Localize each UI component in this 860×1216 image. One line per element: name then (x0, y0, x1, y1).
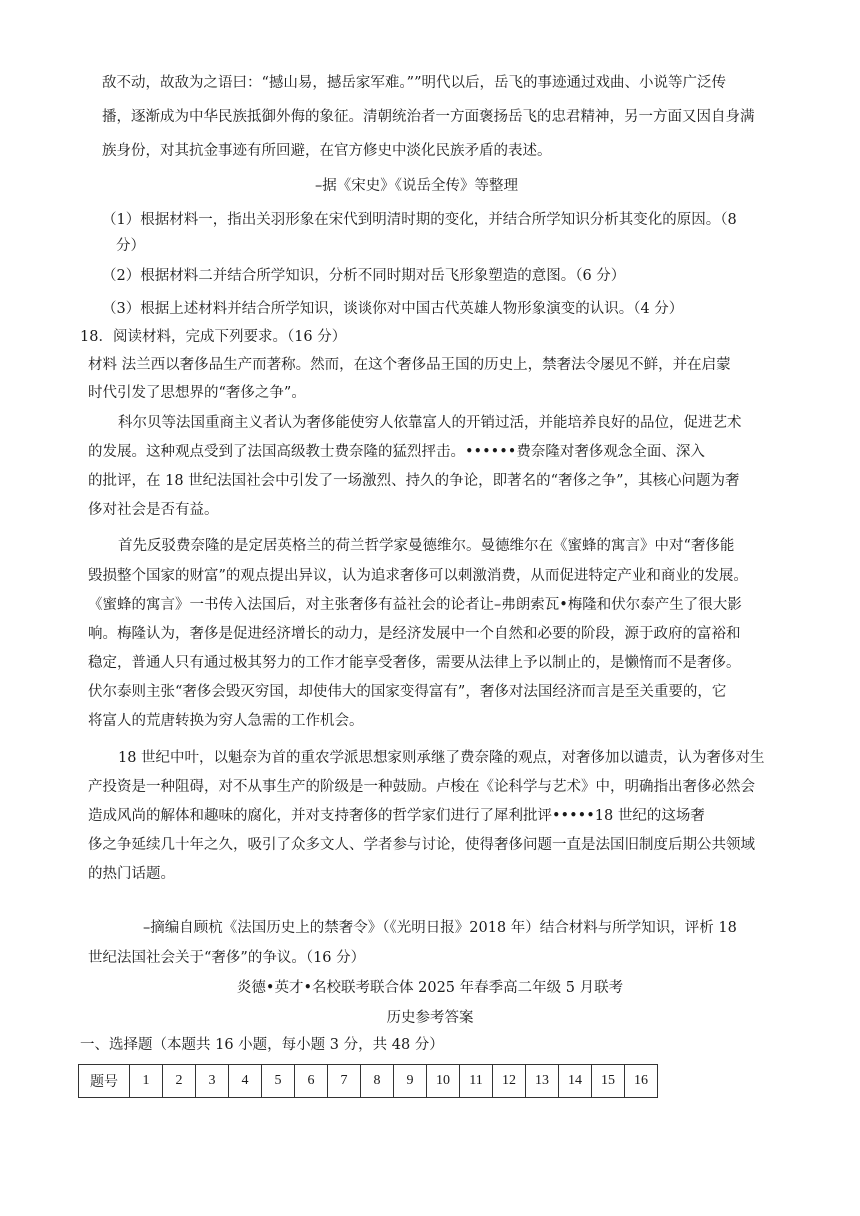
q18-para3-line-6: 伏尔泰则主张“奢侈会毁灭穷国，却使伟大的国家变得富有”，奢侈对法国经济而言是至关重要的，它 (88, 684, 727, 700)
q18-para2-line-4: 侈对社会是否有益。 (88, 502, 219, 518)
section-heading: 一、选择题（本题共 16 小题，每小题 3 分，共 48 分） (80, 1037, 444, 1053)
q18-para2-line-2: 的发展。这种观点受到了法国高级教士费奈隆的猛烈抨击。••••••费奈隆对奢侈观念全面、深入 (88, 444, 705, 460)
q18-para1-line-2: 时代引发了思想界的“奢侈之争”。 (88, 385, 306, 401)
q18-source-line-2: 世纪法国社会关于“奢侈”的争议。（16 分） (88, 950, 366, 966)
q17-item-2: （2）根据材料二并结合所学知识，分析不同时期对岳飞形象塑造的意图。（6 分） (102, 268, 626, 284)
q18-para3-line-5: 稳定，普通人只有通过极其努力的工作才能享受奢侈，需要从法律上予以制止的，是懒惰而不是奢侈。 (88, 655, 741, 671)
answer-table-cell: 6 (295, 1065, 328, 1098)
q18-para3-line-3: 《蜜蜂的寓言》一书传入法国后，对主张奢侈有益社会的论者让–弗朗索瓦•梅隆和伏尔泰产生了很大影 (88, 597, 742, 613)
answer-table-cell: 12 (493, 1065, 526, 1098)
answer-table (78, 1064, 658, 1098)
material2-line-2: 播，逐渐成为中华民族抵御外侮的象征。清朝统治者一方面褒扬岳飞的忠君精神，另一方面又因自身满 (102, 109, 755, 125)
q18-para3-line-1: 首先反驳费奈隆的是定居英格兰的荷兰哲学家曼德维尔。曼德维尔在《蜜蜂的寓言》中对“奢侈能 (118, 538, 735, 554)
q18-para4-line-4: 侈之争延续几十年之久，吸引了众多文人、学者参与讨论，使得奢侈问题一直是法国旧制度后期公共领域 (88, 837, 755, 853)
q18-source-line-1: –摘编自顾杭《法国历史上的禁奢令》（《光明日报》2018 年）结合材料与所学知识，评析 18 (143, 920, 737, 936)
answer-table-row (79, 1065, 658, 1098)
answer-table-cell: 2 (163, 1065, 196, 1098)
answer-table-cell: 7 (328, 1065, 361, 1098)
q18-para3-line-4: 响。梅隆认为，奢侈是促进经济增长的动力，是经济发展中一个自然和必要的阶段，源于政府的富裕和 (88, 626, 741, 642)
answer-table-cell: 1 (130, 1065, 163, 1098)
q17-item-1: （1）根据材料一，指出关羽形象在宋代到明清时期的变化，并结合所学知识分析其变化的原因。（8 (102, 212, 737, 228)
material2-line-1: 敌不动，故敌为之语曰：“撼山易，撼岳家军难。””明代以后，岳飞的事迹通过戏曲、小说等广泛传 (102, 75, 726, 91)
answer-table-cell: 10 (427, 1065, 460, 1098)
q18-heading: 18．阅读材料，完成下列要求。（16 分） (80, 329, 347, 345)
exam-title: 炎德•英才•名校联考联合体 2025 年春季高二年级 5 月联考 (236, 980, 624, 996)
q18-para4-line-1: 18 世纪中叶，以魁奈为首的重农学派思想家则承继了费奈隆的观点，对奢侈加以谴责，认为奢侈对生 (118, 750, 765, 766)
answer-table-cell: 15 (592, 1065, 625, 1098)
answer-table-cell: 16 (625, 1065, 658, 1098)
q18-para3-line-7: 将富人的荒唐转换为穷人急需的工作机会。 (88, 713, 364, 729)
answer-table-cell: 13 (526, 1065, 559, 1098)
q18-para2-line-1: 科尔贝等法国重商主义者认为奢侈能使穷人依靠富人的开销过活，并能培养良好的品位，促进艺术 (118, 415, 742, 431)
answer-table-cell: 9 (394, 1065, 427, 1098)
q18-para2-line-3: 的批评，在 18 世纪法国社会中引发了一场激烈、持久的争论，即著名的“奢侈之争”，其核心问题为奢 (88, 473, 740, 489)
q18-para3-line-2: 毁损整个国家的财富”的观点提出异议，认为追求奢侈可以刺激消费，从而促进特定产业和商业的发展。 (88, 568, 748, 584)
material2-line-3: 族身份，对其抗金事迹有所回避，在官方修史中淡化民族矛盾的表述。 (102, 143, 552, 159)
answer-table-cell: 4 (229, 1065, 262, 1098)
answer-table-label: 题号 (79, 1065, 130, 1098)
q18-para4-line-3: 造成风尚的解体和趣味的腐化，并对支持奢侈的哲学家们进行了犀利批评•••••18 世纪的这场奢 (88, 808, 705, 824)
answer-table-cell: 3 (196, 1065, 229, 1098)
q17-item-3: （3）根据上述材料并结合所学知识，谈谈你对中国古代英雄人物形象演变的认识。（4 分） (102, 301, 684, 317)
answer-table-cell: 8 (361, 1065, 394, 1098)
answer-table-cell: 5 (262, 1065, 295, 1098)
answer-table-cell: 14 (559, 1065, 592, 1098)
q18-para4-line-5: 的热门话题。 (88, 866, 175, 882)
material2-source: –据《宋史》《说岳全传》等整理 (315, 178, 518, 194)
q17-item-1-cont: 分） (116, 238, 145, 254)
answer-table-cell: 11 (460, 1065, 493, 1098)
subject-title: 历史参考答案 (386, 1010, 474, 1026)
q18-para1-line-1: 材料 法兰西以奢侈品生产而著称。然而，在这个奢侈品王国的历史上，禁奢法令屡见不鲜，并在启蒙 (88, 357, 731, 373)
q18-para4-line-2: 产投资是一种阻碍，对不从事生产的阶级是一种鼓励。卢梭在《论科学与艺术》中，明确指出奢侈必然会 (88, 779, 755, 795)
